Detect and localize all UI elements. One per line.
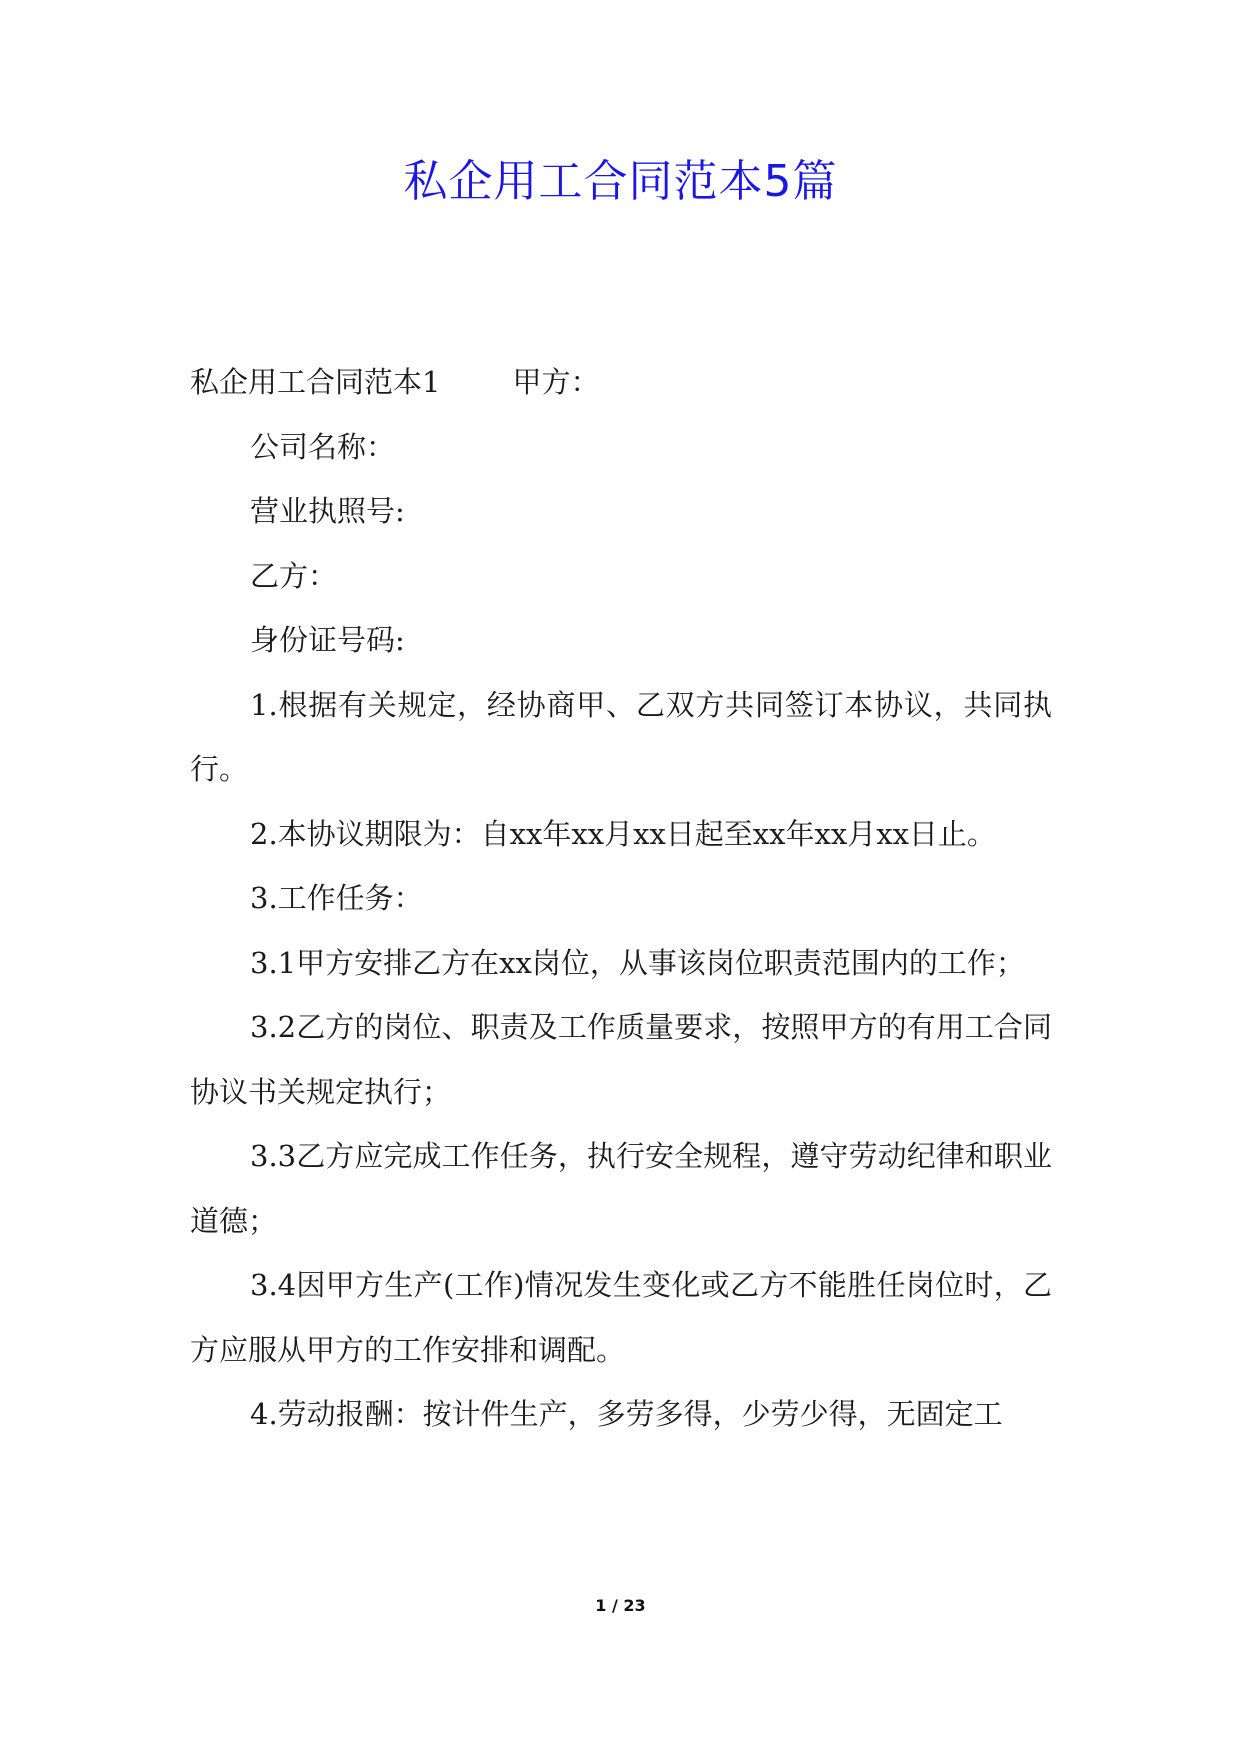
paragraph: 1.根据有关规定，经协商甲、乙双方共同签订本协议，共同执行。	[190, 687, 1052, 786]
page-number: 1 / 23	[595, 1596, 646, 1615]
section-heading-line	[190, 350, 1052, 415]
paragraph: 身份证号码:	[250, 623, 405, 657]
party-a-label: 甲方：	[512, 365, 600, 399]
paragraph: 2.本协议期限为：自xx年xx月xx日起至xx年xx月xx日止。	[250, 816, 996, 851]
section-title: 私企用工合同范本1	[190, 365, 441, 399]
paragraph: 公司名称：	[250, 429, 396, 464]
paragraph: 3.2乙方的岗位、职责及工作质量要求，按照甲方的有用工合同协议书关规定执行；	[190, 1010, 1052, 1109]
paragraph: 3.1甲方安排乙方在xx岗位，从事该岗位职责范围内的工作；	[250, 945, 1025, 980]
paragraph: 3.工作任务：	[250, 881, 423, 915]
document-body	[190, 350, 1052, 1447]
paragraph: 4.劳动报酬：按计件生产，多劳多得，少劳少得，无固定工	[250, 1397, 1003, 1431]
paragraph: 3.3乙方应完成工作任务，执行安全规程，遵守劳动纪律和职业道德；	[190, 1139, 1052, 1238]
paragraph: 乙方：	[250, 558, 338, 593]
document-title: 私企用工合同范本5篇	[403, 156, 838, 207]
paragraph: 3.4因甲方生产(工作)情况发生变化或乙方不能胜任岗位时，乙方应服从甲方的工作安排和调配。	[190, 1268, 1052, 1367]
paragraph: 营业执照号:	[250, 494, 405, 528]
